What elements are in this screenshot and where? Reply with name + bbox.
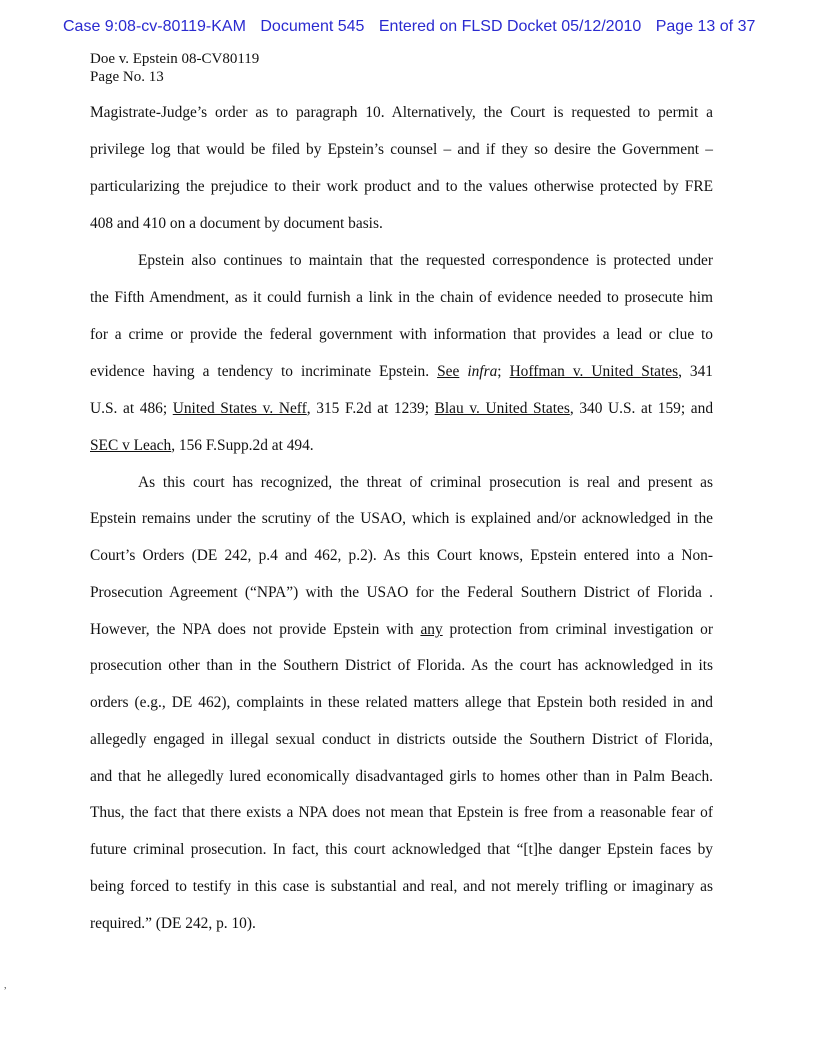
- p3-line-8: allegedly engaged in illegal sexual conduct in districts outside the Southern District of Florida,: [90, 731, 713, 748]
- p3-line-7: orders (e.g., DE 462), complaints in these related matters allege that Epstein both resided in and: [90, 694, 713, 711]
- p2-line-2: the Fifth Amendment, as it could furnish a link in the chain of evidence needed to prosecute him: [90, 289, 713, 306]
- page-number: Page No. 13: [90, 69, 164, 85]
- p2-line-3: for a crime or provide the federal government with information that provides a lead or clue to: [90, 326, 713, 343]
- case-citation-neff: United States v. Neff: [172, 400, 307, 417]
- p1-line-2: privilege log that would be filed by Epstein’s counsel – and if they so desire the Government –: [90, 141, 713, 158]
- p3-line-11: future criminal prosecution. In fact, this court acknowledged that “[t]he danger Epstein faces by: [90, 841, 713, 858]
- text: protection from criminal investigation or: [442, 621, 713, 638]
- see-signal: See: [437, 363, 460, 380]
- p3-line-3: Court’s Orders (DE 242, p.4 and 462, p.2). As this Court knows, Epstein entered into a Non-: [90, 547, 713, 564]
- text: However, the NPA does not provide Epstein with: [90, 621, 421, 638]
- case-caption: Doe v. Epstein 08-CV80119: [90, 51, 260, 67]
- p3-line-2: Epstein remains under the scrutiny of the USAO, which is explained and/or acknowledged in the: [90, 510, 713, 527]
- stamp-entered-date: Entered on FLSD Docket 05/12/2010: [378, 18, 642, 35]
- p1-line-1: Magistrate-Judge’s order as to paragraph 10. Alternatively, the Court is requested to permit a: [90, 104, 713, 121]
- infra-signal: infra: [467, 363, 498, 380]
- text: , 315 F.2d at 1239;: [306, 400, 435, 417]
- stamp-page-count: Page 13 of 37: [655, 18, 756, 35]
- p1-line-3: particularizing the prejudice to their work product and to the values otherwise protected by FRE: [90, 178, 713, 195]
- case-citation-hoffman: Hoffman v. United States: [509, 363, 679, 380]
- p2-line-1: Epstein also continues to maintain that the requested correspondence is protected under: [138, 252, 713, 269]
- text: evidence having a tendency to incriminate Epstein.: [90, 363, 438, 380]
- p3-line-5: [90, 620, 713, 640]
- margin-mark: ,: [4, 980, 7, 991]
- p1-line-4: 408 and 410 on a document by document basis.: [90, 215, 383, 232]
- p3-line-13: required.” (DE 242, p. 10).: [90, 915, 256, 932]
- stamp-case-number: Case 9:08-cv-80119-KAM: [63, 18, 246, 35]
- p3-line-4: Prosecution Agreement (“NPA”) with the USAO for the Federal Southern District of Florida .: [90, 584, 713, 601]
- stamp-document-number: Document 545: [260, 18, 365, 35]
- text: U.S. at 486;: [90, 400, 173, 417]
- case-citation-blau: Blau v. United States: [434, 400, 570, 417]
- case-citation-leach: SEC v Leach: [90, 437, 172, 454]
- p3-line-10: Thus, the fact that there exists a NPA does not mean that Epstein is free from a reasonable fear of: [90, 804, 713, 821]
- emphasis-any: any: [420, 621, 443, 638]
- p2-line-6: [90, 436, 713, 456]
- docket-stamp: [63, 18, 755, 36]
- p2-line-5: [90, 399, 713, 419]
- text: , 341: [678, 363, 714, 380]
- text: , 340 U.S. at 159; and: [569, 400, 714, 417]
- p3-line-9: and that he allegedly lured economically disadvantaged girls to homes other than in Palm Beach.: [90, 768, 713, 785]
- p2-line-4: [90, 362, 713, 382]
- p3-line-12: being forced to testify in this case is substantial and real, and not merely trifling or imaginary as: [90, 878, 713, 895]
- p3-line-6: prosecution other than in the Southern District of Florida. As the court has acknowledged in its: [90, 657, 713, 674]
- text: , 156 F.Supp.2d at 494.: [171, 437, 314, 454]
- text: ;: [497, 363, 510, 380]
- p3-line-1: As this court has recognized, the threat of criminal prosecution is real and present as: [138, 474, 713, 491]
